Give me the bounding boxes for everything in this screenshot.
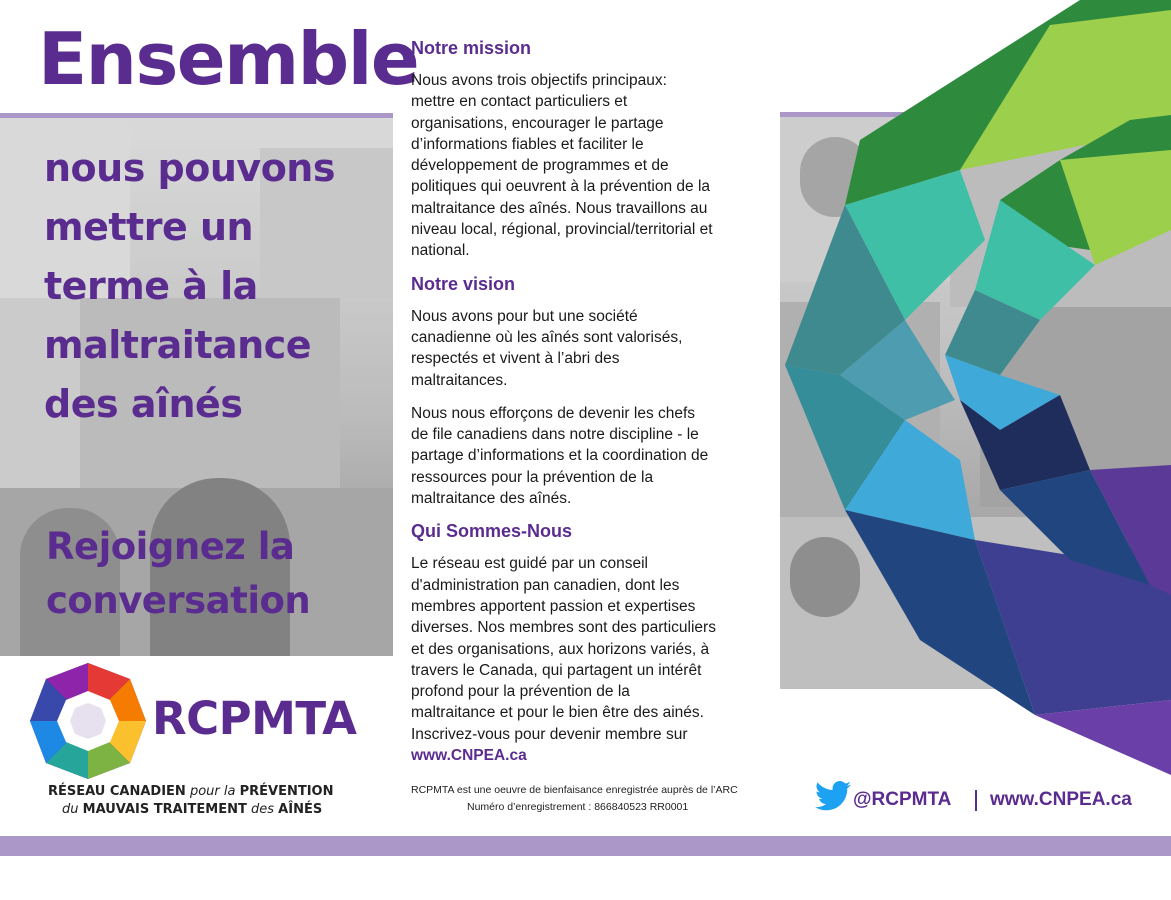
tagline-line: maltraitance	[44, 323, 311, 367]
join-conversation-text	[46, 520, 386, 628]
geometric-ribbon-graphic	[780, 0, 1171, 775]
join-line: Rejoignez la	[46, 525, 295, 568]
logo-tagline-line1: RÉSEAU CANADIEN pour la PRÉVENTION	[48, 784, 334, 799]
charity-notice: RCPMTA est une oeuvre de bienfaisance enregistrée auprès de l’ARC	[411, 784, 738, 796]
tagline-line: nous pouvons	[44, 146, 335, 190]
vision-heading: Notre vision	[411, 273, 516, 294]
mission-text: Nous avons trois objectifs principaux: mettre en contact particuliers et organisations, encourager le partage d’informations fiables et faciliter le développement de programmes et de politiques qui oeuvrent à la prévention de la maltraitance des aînés. Nous travaillons au niveau local, régional, provincial/territorial et national.	[411, 72, 713, 260]
footer-website[interactable]: www.CNPEA.ca	[990, 789, 1132, 810]
tagline	[44, 139, 384, 434]
vision-text-2: Nous nous efforçons de devenir les chefs de file canadiens dans notre discipline - le partage d’informations et la coordination de ressources pour la prévention de la maltraitance des aînés.	[411, 404, 709, 508]
info-column	[411, 36, 771, 766]
about-heading: Qui Sommes-Nous	[411, 521, 573, 542]
about-text: Le réseau est guidé par un conseil d'administration pan canadien, dont les membres apportent passion et expertises diverses. Nos membres sont des particuliers et des organisations, aux horizons variés, à travers le Canada, qui partagent un intérêt profond pour la prévention de la maltraitance et pour le bien être des ainés. Inscrivez-vous pour devenir membre sur	[411, 555, 716, 743]
twitter-bird-icon[interactable]	[815, 781, 851, 811]
mission-heading: Notre mission	[411, 38, 532, 58]
website-link[interactable]: www.CNPEA.ca	[411, 747, 527, 765]
logo-acronym: RCPMTA	[152, 692, 357, 745]
twitter-handle[interactable]: @RCPMTA	[853, 789, 952, 810]
rcpmta-logo-icon	[30, 663, 146, 779]
tagline-line: terme à la	[44, 264, 258, 308]
logo-tagline-line2: du MAUVAIS TRAITEMENT des AÎNÉS	[62, 802, 323, 817]
tagline-line: mettre un	[44, 205, 254, 249]
vision-text: Nous avons pour but une société canadienne où les aînés sont valorisés, respectés et vivent à l’abri des maltraitances.	[411, 307, 683, 389]
tagline-line: des aînés	[44, 382, 243, 426]
headline: Ensemble	[38, 17, 419, 101]
join-line: conversation	[46, 579, 311, 622]
registration-number: Numéro d’enregistrement : 866840523 RR0001	[467, 801, 689, 813]
bottom-accent-bar	[0, 836, 1171, 856]
footer-divider	[975, 790, 977, 811]
